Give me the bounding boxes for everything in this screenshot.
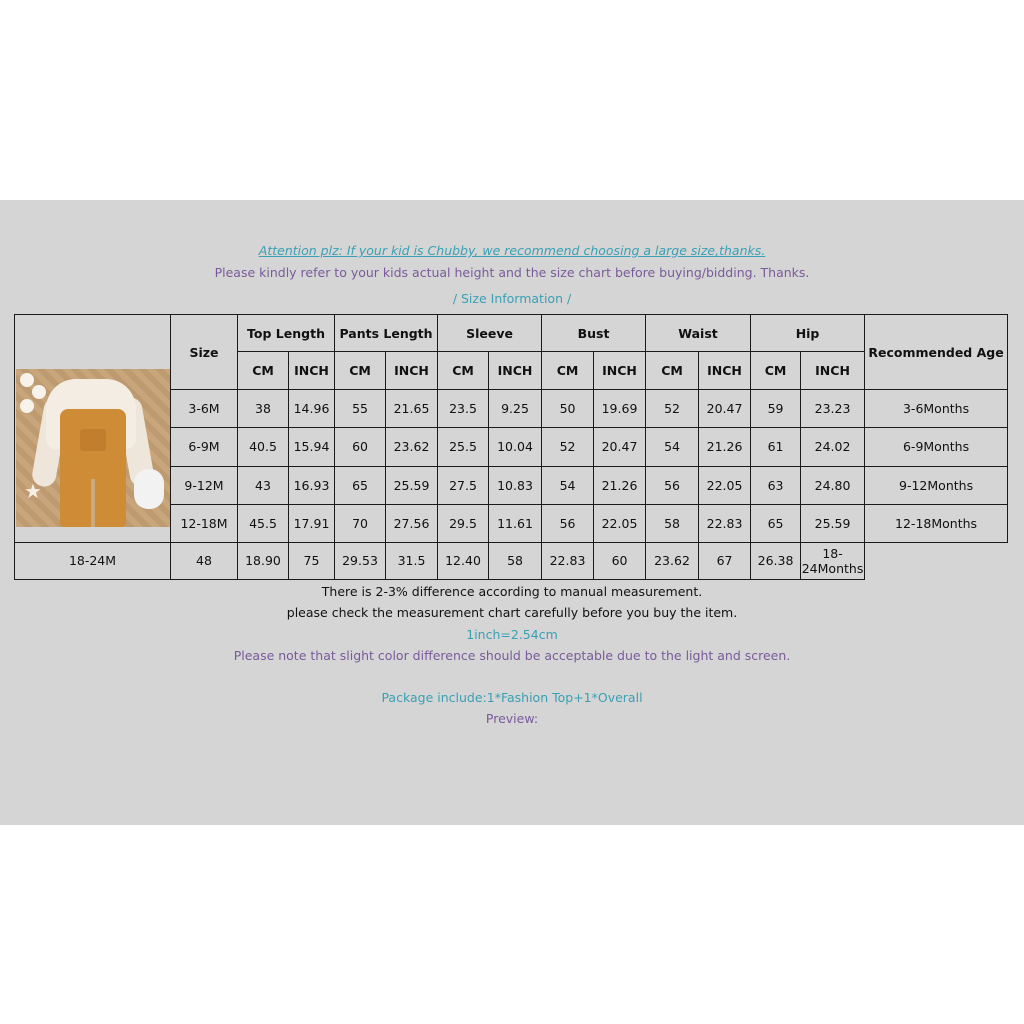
value-cell: 22.05 bbox=[594, 504, 646, 542]
value-cell: 70 bbox=[335, 504, 386, 542]
value-cell: 45.5 bbox=[238, 504, 289, 542]
size-cell: 3-6M bbox=[171, 390, 238, 428]
value-cell: 12.40 bbox=[438, 542, 489, 579]
value-cell: 15.94 bbox=[289, 428, 335, 466]
value-cell: 27.5 bbox=[438, 466, 489, 504]
age-cell: 9-12Months bbox=[865, 466, 1008, 504]
group-header: Bust bbox=[542, 315, 646, 352]
value-cell: 24.80 bbox=[801, 466, 865, 504]
color-difference-note: Please note that slight color difference should be acceptable due to the light and screen. bbox=[233, 648, 791, 663]
value-cell: 11.61 bbox=[489, 504, 542, 542]
value-cell: 16.93 bbox=[289, 466, 335, 504]
size-table bbox=[14, 314, 1008, 580]
value-cell: 50 bbox=[542, 390, 594, 428]
package-include-note: Package include:1*Fashion Top+1*Overall bbox=[381, 690, 643, 705]
value-cell: 19.69 bbox=[594, 390, 646, 428]
age-cell: 18-24Months bbox=[801, 542, 865, 579]
group-header: Top Length bbox=[238, 315, 335, 352]
value-cell: 10.04 bbox=[489, 428, 542, 466]
value-cell: 61 bbox=[751, 428, 801, 466]
value-cell: 21.65 bbox=[386, 390, 438, 428]
value-cell: 59 bbox=[751, 390, 801, 428]
unit-header: INCH bbox=[699, 352, 751, 390]
group-header: Hip bbox=[751, 315, 865, 352]
cotton-flower-icon bbox=[20, 373, 34, 387]
value-cell: 58 bbox=[646, 504, 699, 542]
recommended-age-header: Recommended Age bbox=[865, 315, 1008, 390]
table-row bbox=[15, 542, 1008, 579]
value-cell: 27.56 bbox=[386, 504, 438, 542]
value-cell: 10.83 bbox=[489, 466, 542, 504]
value-cell: 43 bbox=[238, 466, 289, 504]
value-cell: 52 bbox=[646, 390, 699, 428]
preview-label: Preview: bbox=[485, 711, 539, 726]
value-cell: 18.90 bbox=[238, 542, 289, 579]
group-header: Pants Length bbox=[335, 315, 438, 352]
value-cell: 26.38 bbox=[751, 542, 801, 579]
value-cell: 17.91 bbox=[289, 504, 335, 542]
value-cell: 75 bbox=[289, 542, 335, 579]
table-header-row bbox=[15, 315, 1008, 352]
value-cell: 9.25 bbox=[489, 390, 542, 428]
value-cell: 65 bbox=[751, 504, 801, 542]
value-cell: 23.23 bbox=[801, 390, 865, 428]
overall-pocket bbox=[80, 429, 106, 451]
value-cell: 21.26 bbox=[699, 428, 751, 466]
value-cell: 65 bbox=[335, 466, 386, 504]
unit-header: INCH bbox=[289, 352, 335, 390]
value-cell: 67 bbox=[699, 542, 751, 579]
unit-header: INCH bbox=[489, 352, 542, 390]
value-cell: 40.5 bbox=[238, 428, 289, 466]
value-cell: 21.26 bbox=[594, 466, 646, 504]
value-cell: 22.83 bbox=[699, 504, 751, 542]
measurement-difference-note: There is 2-3% difference according to manual measurement. bbox=[321, 584, 703, 599]
attention-note: Attention plz: If your kid is Chubby, we recommend choosing a large size,thanks. bbox=[258, 243, 766, 258]
star-icon: ★ bbox=[24, 479, 42, 503]
value-cell: 22.05 bbox=[699, 466, 751, 504]
value-cell: 60 bbox=[594, 542, 646, 579]
value-cell: 48 bbox=[171, 542, 238, 579]
cotton-flower-icon bbox=[20, 399, 34, 413]
unit-header: INCH bbox=[801, 352, 865, 390]
value-cell: 23.62 bbox=[646, 542, 699, 579]
unit-header: CM bbox=[542, 352, 594, 390]
age-cell: 3-6Months bbox=[865, 390, 1008, 428]
overall-leg-split bbox=[91, 479, 95, 527]
value-cell: 20.47 bbox=[594, 428, 646, 466]
value-cell: 24.02 bbox=[801, 428, 865, 466]
unit-header: INCH bbox=[594, 352, 646, 390]
value-cell: 20.47 bbox=[699, 390, 751, 428]
value-cell: 63 bbox=[751, 466, 801, 504]
value-cell: 25.5 bbox=[438, 428, 489, 466]
unit-header: CM bbox=[646, 352, 699, 390]
unit-header: CM bbox=[335, 352, 386, 390]
unit-header: CM bbox=[751, 352, 801, 390]
value-cell: 31.5 bbox=[386, 542, 438, 579]
age-cell: 6-9Months bbox=[865, 428, 1008, 466]
group-header: Sleeve bbox=[438, 315, 542, 352]
baby-shoe bbox=[134, 469, 164, 509]
value-cell: 54 bbox=[646, 428, 699, 466]
value-cell: 56 bbox=[646, 466, 699, 504]
refer-note: Please kindly refer to your kids actual height and the size chart before buying/bidding. Thanks. bbox=[214, 265, 810, 280]
value-cell: 25.59 bbox=[801, 504, 865, 542]
cotton-flower-icon bbox=[32, 385, 46, 399]
conversion-note: 1inch=2.54cm bbox=[466, 627, 558, 642]
age-cell: 12-18Months bbox=[865, 504, 1008, 542]
value-cell: 58 bbox=[489, 542, 542, 579]
value-cell: 54 bbox=[542, 466, 594, 504]
value-cell: 60 bbox=[335, 428, 386, 466]
size-information-title: / Size Information / bbox=[452, 291, 572, 306]
unit-header: INCH bbox=[386, 352, 438, 390]
value-cell: 29.5 bbox=[438, 504, 489, 542]
value-cell: 56 bbox=[542, 504, 594, 542]
check-chart-note: please check the measurement chart carefully before you buy the item. bbox=[286, 605, 738, 620]
value-cell: 23.62 bbox=[386, 428, 438, 466]
size-cell: 6-9M bbox=[171, 428, 238, 466]
product-photo bbox=[16, 369, 170, 527]
value-cell: 55 bbox=[335, 390, 386, 428]
size-chart-panel bbox=[0, 200, 1024, 825]
value-cell: 38 bbox=[238, 390, 289, 428]
size-cell: 9-12M bbox=[171, 466, 238, 504]
value-cell: 52 bbox=[542, 428, 594, 466]
size-header: Size bbox=[171, 315, 238, 390]
size-cell: 12-18M bbox=[171, 504, 238, 542]
value-cell: 29.53 bbox=[335, 542, 386, 579]
value-cell: 14.96 bbox=[289, 390, 335, 428]
size-cell: 18-24M bbox=[15, 542, 171, 579]
value-cell: 25.59 bbox=[386, 466, 438, 504]
value-cell: 23.5 bbox=[438, 390, 489, 428]
unit-header: CM bbox=[238, 352, 289, 390]
product-image-cell bbox=[15, 315, 171, 543]
value-cell: 22.83 bbox=[542, 542, 594, 579]
unit-header: CM bbox=[438, 352, 489, 390]
group-header: Waist bbox=[646, 315, 751, 352]
